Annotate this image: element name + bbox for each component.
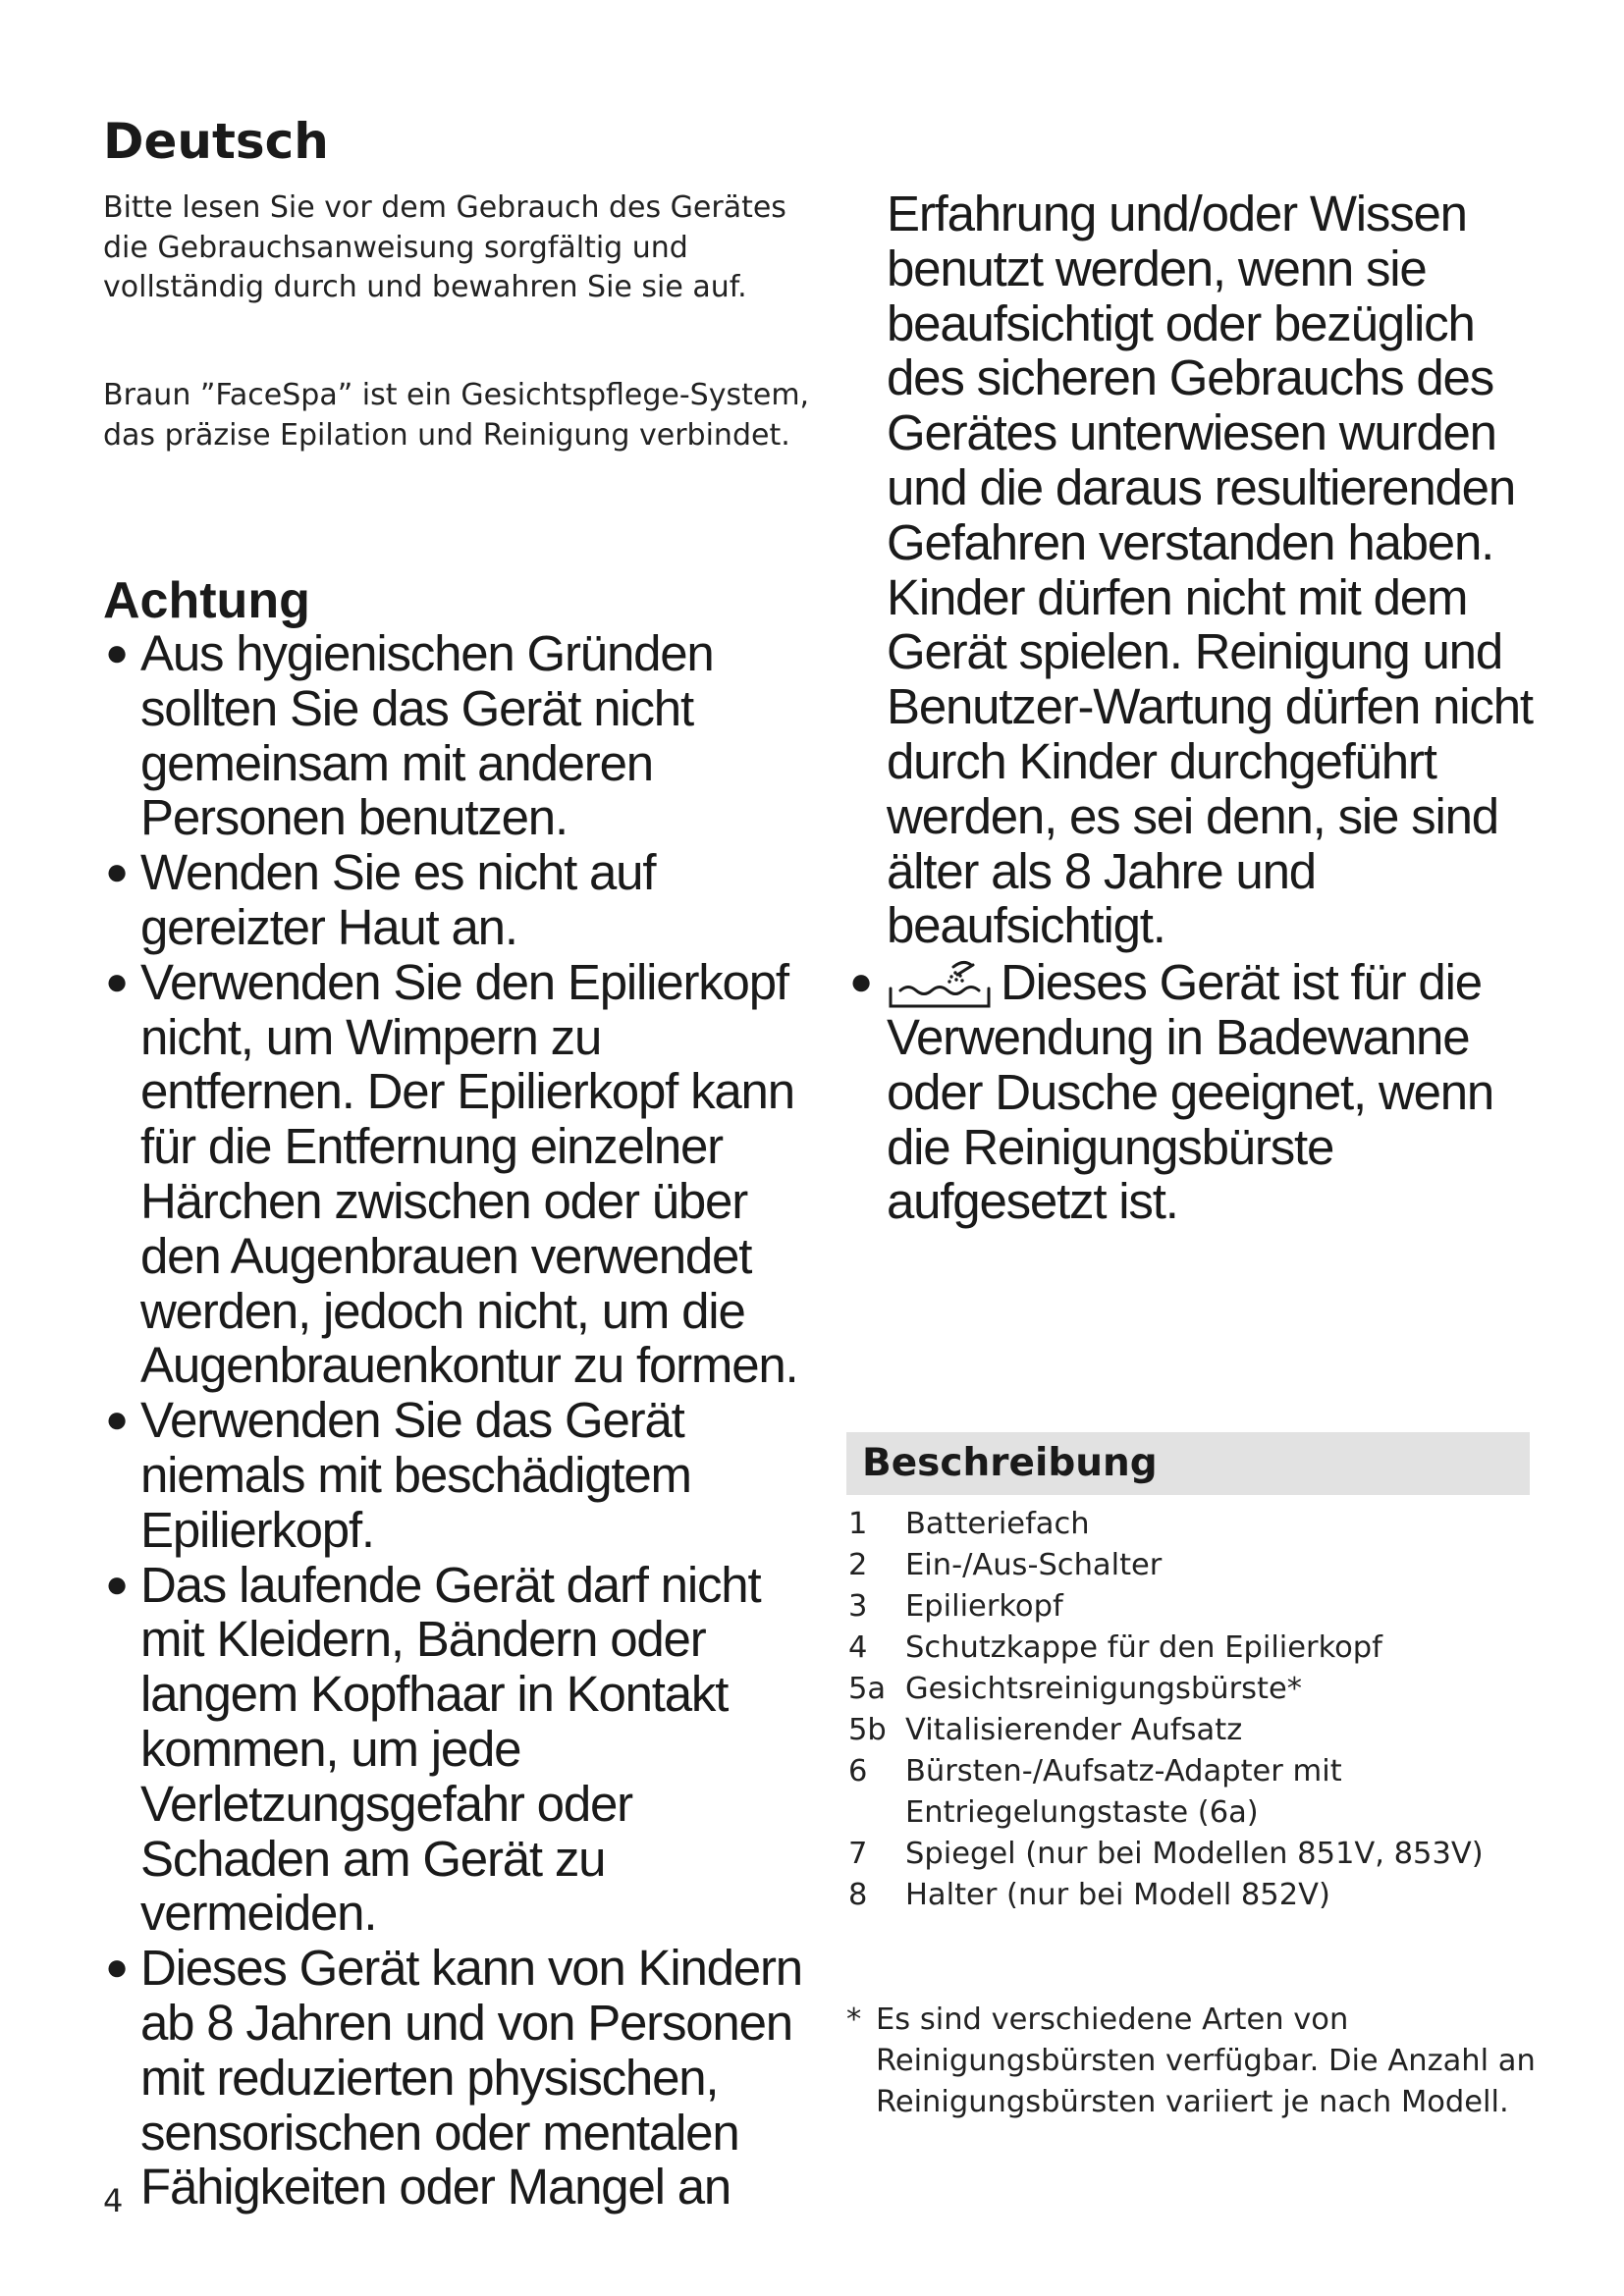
part-label: Bürsten-/Aufsatz-Adapter mit Entriegelungstaste (6a) xyxy=(905,1754,1342,1830)
bullet-icon: ● xyxy=(105,1398,128,1442)
warning-text: Das laufende Gerät darf nicht mit Kleidern, Bändern oder langem Kopfhaar in Kontakt kommen, um jede Verletzungsgefahr oder Schaden am Gerät zu vermeiden. xyxy=(140,1556,761,1942)
part-item xyxy=(846,1834,1534,1875)
footnote xyxy=(846,2000,1563,2123)
warning-text: Verwenden Sie den Epilierkopf nicht, um Wimpern zu entfernen. Der Epilierkopf kann für die Entfernung einzelner Härchen zwischen oder über den Augenbrauen verwendet werden, jedoch nicht, um die Augenbrauenkontur zu formen. xyxy=(140,953,798,1394)
part-item xyxy=(846,1875,1534,1916)
warning-text: Aus hygienischen Gründen sollten Sie das Gerät nicht gemeinsam mit anderen Personen benutzen. xyxy=(140,625,714,846)
part-item xyxy=(846,1545,1534,1586)
part-number: 2 xyxy=(848,1548,868,1582)
part-item xyxy=(846,1586,1534,1628)
part-item xyxy=(846,1628,1534,1669)
warning-item xyxy=(103,1393,810,1557)
part-label: Vitalisierender Aufsatz xyxy=(905,1713,1243,1747)
page-heading: Deutsch xyxy=(103,113,329,170)
part-label: Gesichtsreinigungsbürste* xyxy=(905,1672,1302,1706)
page-number: 4 xyxy=(103,2182,124,2219)
part-item xyxy=(846,1710,1534,1751)
bathtub-shower-icon xyxy=(887,955,995,1010)
part-label: Batteriefach xyxy=(905,1507,1090,1541)
warning-continued-text: Erfahrung und/oder Wissen benutzt werden, wenn sie beaufsichtigt oder bezüglich des sicheren Gebrauchs des Gerätes unterwiesen wurden und die daraus resultierenden Gefahren verstanden haben. Kinder dürfen nicht mit dem Gerät spielen. Reinigung und Benutzer-Wartung dürfen nicht durch Kinder durchgeführt werden, es sei denn, sie sind älter als 8 Jahre und beaufsichtigt. xyxy=(887,186,1533,954)
warning-text: Wenden Sie es nicht auf gereizter Haut an. xyxy=(140,844,656,955)
part-number: 7 xyxy=(848,1837,868,1871)
footnote-text: Es sind verschiedene Arten von Reinigungsbürsten verfügbar. Die Anzahl an Reinigungsbürsten variiert je nach Modell. xyxy=(876,2002,1536,2119)
warning-text: Dieses Gerät kann von Kindern ab 8 Jahren und von Personen mit reduzierten physischen, sensorischen oder mentalen Fähigkeiten oder Mangel an xyxy=(140,1940,802,2216)
part-item xyxy=(846,1751,1534,1834)
bullet-icon: ● xyxy=(105,959,128,1003)
part-number: 4 xyxy=(848,1630,868,1665)
warning-item xyxy=(103,845,810,955)
part-label: Epilierkopf xyxy=(905,1589,1063,1624)
part-number: 1 xyxy=(848,1507,868,1541)
description-heading: Beschreibung xyxy=(862,1441,1158,1485)
part-number: 6 xyxy=(848,1754,868,1789)
bath-warning-text: Dieses Gerät ist für die Verwendung in Badewanne oder Dusche geeignet, wenn die Reinigungsbürste aufgesetzt ist. xyxy=(887,954,1494,1230)
bullet-icon: ● xyxy=(105,850,128,894)
part-label: Schutzkappe für den Epilierkopf xyxy=(905,1630,1382,1665)
warning-text: Verwenden Sie das Gerät niemals mit beschädigtem Epilierkopf. xyxy=(140,1392,691,1558)
part-label: Spiegel (nur bei Modellen 851V, 853V) xyxy=(905,1837,1484,1871)
part-number: 5a xyxy=(848,1672,887,1706)
bullet-icon: ● xyxy=(105,1562,128,1606)
part-number: 3 xyxy=(848,1589,868,1624)
warning-item xyxy=(103,955,810,1393)
warning-item xyxy=(103,1941,810,2215)
warning-item xyxy=(103,626,810,845)
part-number: 5b xyxy=(848,1713,887,1747)
parts-list xyxy=(846,1504,1534,1916)
warning-list xyxy=(103,626,810,2215)
footnote-mark: * xyxy=(846,2002,862,2037)
bullet-icon: ● xyxy=(105,1946,128,1990)
warning-item xyxy=(103,1558,810,1942)
intro-paragraph-1: Bitte lesen Sie vor dem Gebrauch des Gerätes die Gebrauchsanweisung sorgfältig und vollständig durch und bewahren Sie sie auf. xyxy=(103,190,786,304)
bullet-icon: ● xyxy=(849,960,872,1003)
description-heading-bar xyxy=(846,1432,1530,1495)
part-number: 8 xyxy=(848,1878,868,1912)
bath-warning-item xyxy=(849,954,1544,1230)
part-label: Halter (nur bei Modell 852V) xyxy=(905,1878,1330,1912)
part-label: Ein-/Aus-Schalter xyxy=(905,1548,1163,1582)
part-item xyxy=(846,1669,1534,1710)
warning-heading: Achtung xyxy=(103,572,310,629)
bullet-icon: ● xyxy=(105,631,128,674)
part-item xyxy=(846,1504,1534,1545)
intro-paragraph-2: Braun ”FaceSpa” ist ein Gesichtspflege-System, das präzise Epilation und Reinigung verbindet. xyxy=(103,378,810,453)
